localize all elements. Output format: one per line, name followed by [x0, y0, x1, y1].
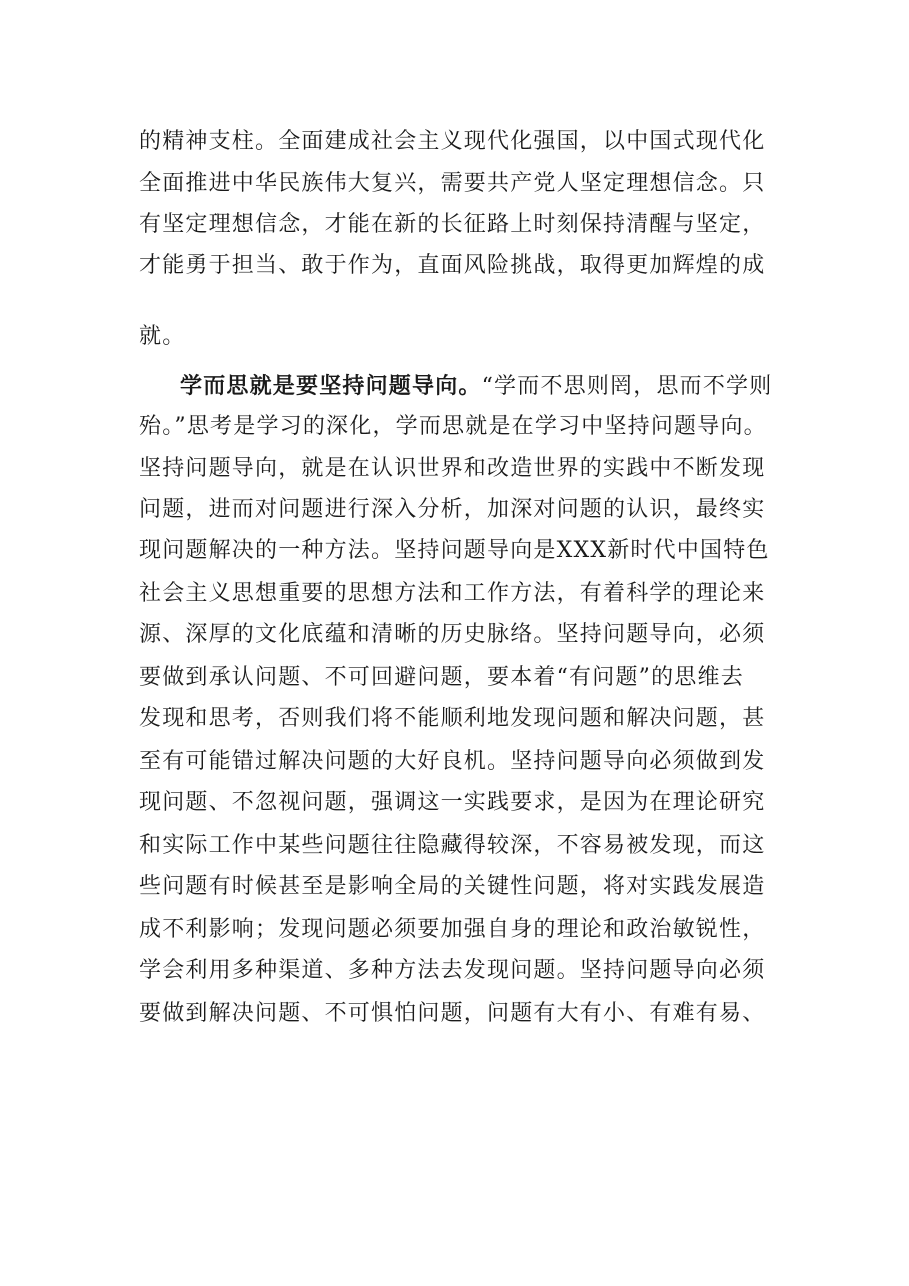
paragraph-2-line-16: 要做到解决问题、不可惧怕问题，问题有大有小、有难有易、 — [139, 1001, 766, 1026]
paragraph-2-line-4: 问题，进而对问题进行深入分析，加深对问题的认识，最终实 — [139, 497, 766, 522]
paragraph-2-line-13: 些问题有时候甚至是影响全局的关键性问题，将对实践发展造 — [139, 874, 766, 899]
paragraph-2-line-7: 源、深厚的文化底蕴和清晰的历史脉络。坚持问题导向，必须 — [139, 622, 766, 647]
paragraph-2-line-1 — [180, 371, 772, 402]
paragraph-1-line-1: 的精神支柱。全面建成社会主义现代化强国，以中国式现代化 — [139, 129, 766, 154]
paragraph-2-line-11: 现问题、不忽视问题，强调这一实践要求，是因为在理论研究 — [139, 790, 766, 815]
paragraph-1-line-4: 才能勇于担当、敢于作为，直面风险挑战，取得更加辉煌的成 — [139, 253, 766, 278]
paragraph-2-line-2: 殆。”思考是学习的深化，学而思就是在学习中坚持问题导向。 — [139, 414, 767, 439]
paragraph-2-quote-start: “学而不思则罔，思而不学则 — [481, 374, 773, 399]
paragraph-1-line-2: 全面推进中华民族伟大复兴，需要共产党人坚定理想信念。只 — [139, 171, 766, 196]
paragraph-2-heading: 学而思就是要坚持问题导向。 — [180, 373, 482, 399]
paragraph-2-line-12: 和实际工作中某些问题往往隐藏得较深，不容易被发现，而这 — [139, 833, 766, 858]
paragraph-1-line-5: 就。 — [139, 324, 186, 349]
paragraph-2-line-6: 社会主义思想重要的思想方法和工作方法，有着科学的理论来 — [139, 581, 766, 606]
paragraph-2-line-9: 发现和思考，否则我们将不能顺利地发现问题和解决问题，甚 — [139, 706, 766, 731]
paragraph-1-line-3: 有坚定理想信念，才能在新的长征路上时刻保持清醒与坚定， — [139, 212, 766, 237]
paragraph-2-line-8: 要做到承认问题、不可回避问题，要本着“有问题”的思维去 — [139, 665, 744, 690]
paragraph-2-line-10: 至有可能错过解决问题的大好良机。坚持问题导向必须做到发 — [139, 749, 766, 774]
paragraph-2-line-15: 学会利用多种渠道、多种方法去发现问题。坚持问题导向必须 — [139, 958, 766, 983]
paragraph-2-line-3: 坚持问题导向，就是在认识世界和改造世界的实践中不断发现 — [139, 456, 766, 481]
paragraph-2-line-14: 成不利影响；发现问题必须要加强自身的理论和政治敏锐性， — [139, 917, 766, 942]
paragraph-2-line-5: 现问题解决的一种方法。坚持问题导向是XXX新时代中国特色 — [139, 538, 770, 563]
